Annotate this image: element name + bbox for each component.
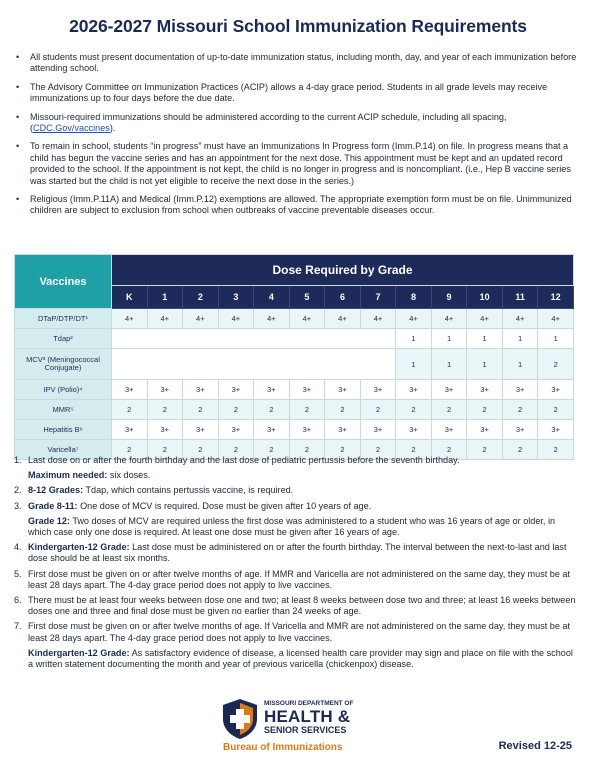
bullet-dot-icon: • [16, 111, 20, 122]
grade-header: 8 [396, 286, 432, 309]
dose-cell: 4+ [502, 309, 538, 329]
footnote-sub-text: six doses. [107, 470, 151, 481]
footnote-number: 3. [14, 500, 22, 511]
dose-cell: 4+ [538, 309, 574, 329]
bullet-text: Religious (Imm.P.11A) and Medical (Imm.P.12) exemptions are allowed. The appropriate exemption form must be on file. Unimmunized children are subject to exclusion from school when outbreaks of vaccine preventable diseases occur. [30, 194, 572, 216]
footnote-text: One dose of MCV is required. Dose must be given after 10 years of age. [77, 500, 372, 511]
dose-cell: 3+ [147, 420, 183, 440]
vaccine-row [15, 420, 574, 440]
dose-cell: 2 [538, 349, 574, 380]
bullet-item [14, 112, 586, 135]
footnote-lead: Kindergarten-12 Grade: [28, 542, 130, 553]
footnote-sub-lead: Grade 12: [28, 515, 70, 526]
dose-cell: 3+ [112, 380, 148, 400]
grade-header: 3 [218, 286, 254, 309]
grade-header: 4 [254, 286, 290, 309]
grade-header: 12 [538, 286, 574, 309]
dose-cell: 2 [467, 440, 503, 460]
footnote-number: 5. [14, 568, 22, 579]
footnote-sub-text: As satisfactory evidence of disease, a licensed health care provider may sign and place on file with the school a written statement documenting the month and year of previous varicella (chickenpox) disease. [28, 647, 573, 670]
dose-cell: 2 [112, 400, 148, 420]
not-required-cell [112, 329, 396, 349]
footnote-text: Tdap, which contains pertussis vaccine, is required. [83, 485, 294, 496]
bullet-text-end: ). [109, 123, 116, 134]
dose-cell: 2 [396, 440, 432, 460]
logo-line-1: MISSOURI DEPARTMENT OF [264, 700, 354, 707]
footnote-lead: Grade 8-11: [28, 500, 78, 511]
logo-line-2: HEALTH & [264, 707, 351, 726]
dose-cell: 2 [360, 440, 396, 460]
grade-header: 1 [147, 286, 183, 309]
vaccine-name: IPV (Polio)⁴ [15, 380, 112, 400]
dose-cell: 3+ [147, 380, 183, 400]
bullet-text: All students must present documentation of up-to-date immunization status, including month, day, and year of each immunization before attending school. [30, 52, 577, 74]
dose-cell: 3+ [538, 420, 574, 440]
dose-cell: 4+ [467, 309, 503, 329]
dose-cell: 3+ [218, 380, 254, 400]
dose-cell: 1 [502, 349, 538, 380]
dose-cell: 3+ [289, 420, 325, 440]
dose-cell: 3+ [502, 420, 538, 440]
dose-cell: 2 [431, 440, 467, 460]
bullet-dot-icon: • [16, 81, 20, 92]
bullet-item [14, 52, 586, 75]
footnote-number: 4. [14, 542, 22, 553]
dose-cell: 3+ [112, 420, 148, 440]
requirements-list [14, 52, 586, 224]
dose-cell: 3+ [183, 380, 219, 400]
footnotes-list [14, 455, 580, 674]
bullet-item [14, 194, 586, 217]
dose-cell: 4+ [360, 309, 396, 329]
footnote-lead: 8-12 Grades: [28, 485, 84, 496]
dose-cell: 1 [467, 329, 503, 349]
grade-header: K [112, 286, 148, 309]
footnote-1 [14, 455, 580, 481]
dose-cell: 2 [218, 400, 254, 420]
dose-cell: 2 [254, 440, 290, 460]
dose-cell: 3+ [289, 380, 325, 400]
footnote-2 [14, 485, 580, 496]
footnote-number: 1. [14, 455, 22, 465]
bullet-text: Missouri-required immunizations should be administered according to the current ACIP schedule, including all spacing, ( [30, 111, 507, 134]
dose-cell: 1 [396, 349, 432, 380]
grade-header: 2 [183, 286, 219, 309]
bullet-item [14, 141, 586, 187]
dose-cell: 3+ [254, 380, 290, 400]
dose-cell: 2 [147, 440, 183, 460]
dose-cell: 4+ [254, 309, 290, 329]
page-title: 2026-2027 Missouri School Immunization Requirements [69, 16, 527, 36]
footnote-number: 2. [14, 485, 22, 496]
vaccines-column-header: Vaccines [15, 255, 112, 309]
footnote-sub [28, 648, 580, 670]
dose-cell: 4+ [396, 309, 432, 329]
dose-cell: 3+ [431, 380, 467, 400]
vaccine-name: DTaP/DTP/DT¹ [15, 309, 112, 329]
footnote-text: First dose must be given on or after twelve months of age. If MMR and Varicella are not administered on the same day, they must be at least 28 days apart. The 4-day grace period does not apply to live vaccines. [28, 568, 571, 590]
footnote-text: There must be at least four weeks between dose one and two; at least 8 weeks between dose two and three; at least 16 weeks between doses one and three and final dose must be given no earlier than 24 weeks of age. [28, 595, 576, 617]
dose-cell: 2 [325, 440, 361, 460]
dose-cell: 2 [325, 400, 361, 420]
dose-cell: 1 [431, 349, 467, 380]
dose-required-header: Dose Required by Grade [112, 255, 574, 286]
bullet-item [14, 82, 586, 105]
dose-cell: 3+ [396, 380, 432, 400]
footnote-number: 7. [14, 621, 22, 632]
dose-cell: 3+ [467, 420, 503, 440]
footnote-5 [14, 569, 580, 591]
dose-cell: 3+ [360, 420, 396, 440]
grade-header: 10 [467, 286, 503, 309]
vaccine-name: MMR⁵ [15, 400, 112, 420]
dose-cell: 4+ [431, 309, 467, 329]
footnote-sub-text: Two doses of MCV are required unless the first dose was administered to a student who was 16 years of age or older, in which case only one dose is required. At least one dose must be given after 16 years of age. [28, 515, 556, 538]
footnote-number: 6. [14, 595, 22, 606]
dose-cell: 3+ [431, 420, 467, 440]
dose-cell: 1 [538, 329, 574, 349]
dose-cell: 3+ [254, 420, 290, 440]
vaccine-row [15, 380, 574, 400]
grade-header: 5 [289, 286, 325, 309]
dose-cell: 2 [360, 400, 396, 420]
dose-cell: 1 [467, 349, 503, 380]
dose-cell: 4+ [147, 309, 183, 329]
vaccine-row [15, 349, 574, 380]
dose-cell: 2 [183, 400, 219, 420]
footnote-6 [14, 595, 580, 617]
not-required-cell [112, 349, 396, 380]
dose-cell: 2 [254, 400, 290, 420]
dose-cell: 2 [112, 440, 148, 460]
dose-cell: 2 [538, 440, 574, 460]
logo-line-3: SENIOR SERVICES [264, 725, 347, 735]
dose-cell: 1 [502, 329, 538, 349]
footnote-sub-lead: Kindergarten-12 Grade: [28, 647, 130, 658]
dose-table-container [14, 254, 574, 460]
bullet-dot-icon: • [16, 194, 20, 205]
vaccine-row [15, 309, 574, 329]
dose-table-body [15, 309, 574, 460]
bullet-text: The Advisory Committee on Immunization Practices (ACIP) allows a 4-day grace period. Students in all grade levels may receive immunizations up to four days before the due date. [30, 81, 548, 104]
dose-cell: 2 [289, 440, 325, 460]
dose-cell: 1 [431, 329, 467, 349]
dose-cell: 3+ [360, 380, 396, 400]
grade-header: 11 [502, 286, 538, 309]
dose-cell: 3+ [538, 380, 574, 400]
dose-cell: 3+ [325, 380, 361, 400]
dose-cell: 3+ [396, 420, 432, 440]
footnote-text: Last dose on or after the fourth birthday and the last dose of pediatric pertussis before the seventh birthday. [28, 455, 460, 465]
revised-date: Revised 12-25 [498, 740, 572, 752]
footnote-7 [14, 621, 580, 670]
dose-cell: 4+ [183, 309, 219, 329]
dose-cell: 2 [218, 440, 254, 460]
dose-cell: 2 [467, 400, 503, 420]
dose-cell: 2 [502, 400, 538, 420]
dose-cell: 2 [396, 400, 432, 420]
dose-cell: 2 [183, 440, 219, 460]
dose-cell: 2 [502, 440, 538, 460]
vaccine-name: Varicella⁷ [15, 440, 112, 460]
dose-cell: 4+ [289, 309, 325, 329]
dose-cell: 1 [396, 329, 432, 349]
footnote-text: Last dose must be administered on or after the fourth birthday. The interval between the next-to-last and last dose should be at least six months. [28, 542, 567, 564]
vaccine-name: Hepatitis B⁶ [15, 420, 112, 440]
grade-header: 7 [360, 286, 396, 309]
bullet-dot-icon: • [16, 141, 20, 152]
dose-cell: 4+ [325, 309, 361, 329]
footnote-sub [28, 516, 580, 538]
dose-cell: 4+ [218, 309, 254, 329]
dose-cell: 2 [147, 400, 183, 420]
dose-cell: 2 [431, 400, 467, 420]
bullet-dot-icon: • [16, 52, 20, 62]
vaccine-row [15, 400, 574, 420]
health-shield-icon [220, 697, 260, 741]
cdc-vaccines-link[interactable]: CDC.Gov/vaccines [33, 123, 110, 134]
dose-cell: 3+ [325, 420, 361, 440]
bureau-label: Bureau of Immunizations [223, 742, 343, 753]
vaccine-row [15, 329, 574, 349]
footnote-sub [28, 470, 580, 481]
dose-cell: 3+ [467, 380, 503, 400]
vaccine-name: Tdap² [15, 329, 112, 349]
dose-cell: 2 [538, 400, 574, 420]
dose-cell: 3+ [218, 420, 254, 440]
dose-cell: 3+ [502, 380, 538, 400]
footnote-text: First dose must be given on or after twelve months of age. If Varicella and MMR are not administered on the same day, they must be at least 28 days apart. The 4-day grace period does not apply to live vaccines. [28, 621, 571, 643]
vaccine-name: MCV³ (Meningococcal Conjugate) [15, 349, 112, 380]
dhss-logo [220, 697, 400, 757]
footnote-4 [14, 542, 580, 564]
dose-cell: 3+ [183, 420, 219, 440]
footnote-3 [14, 501, 580, 539]
grade-header: 6 [325, 286, 361, 309]
dose-cell: 2 [289, 400, 325, 420]
dose-cell: 4+ [112, 309, 148, 329]
dose-table [14, 254, 574, 460]
grade-header: 9 [431, 286, 467, 309]
footnote-sub-lead: Maximum needed: [28, 470, 108, 481]
bullet-text: To remain in school, students “in progress” must have an Immunizations In Progress form (Imm.P.14) on file. In progress means that a child has begun the vaccine series and has an appointment for the next dose. This appointment must be kept and an updated record provided to the school. If the appointment is not kept, the child is no longer in progress and is noncompliant. (i.e., Hep B vaccine series was started but the child is not yet eligible to receive the next dose in the series.) [30, 141, 571, 186]
